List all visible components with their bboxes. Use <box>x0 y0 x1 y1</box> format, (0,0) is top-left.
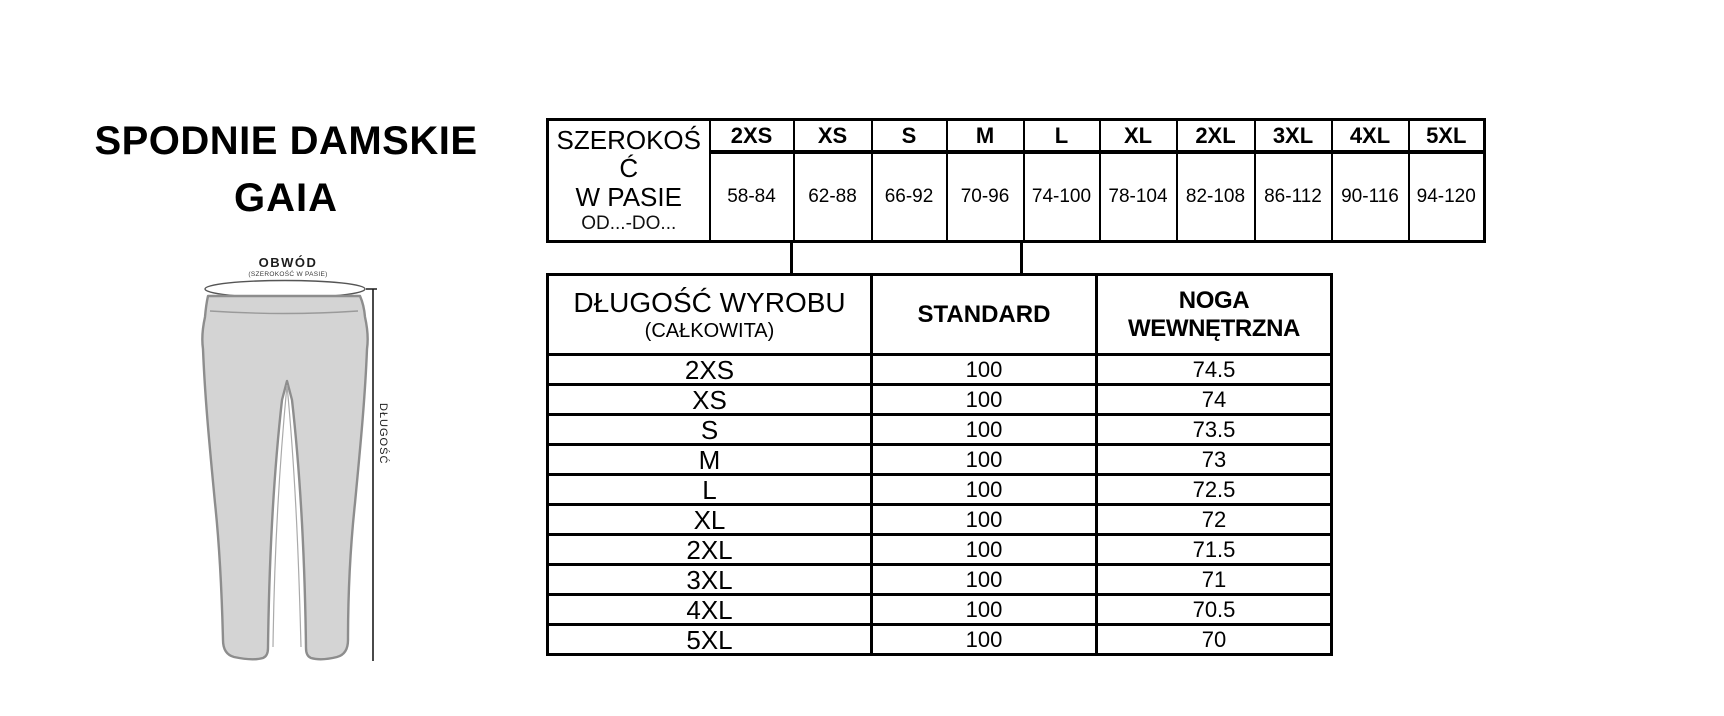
waist-range-cell: 86-112 <box>1255 152 1332 242</box>
row-standard-value: 100 <box>872 565 1097 595</box>
standard-col-header: STANDARD <box>872 275 1097 355</box>
row-standard-value: 100 <box>872 385 1097 415</box>
size-col-header: XS <box>794 120 872 153</box>
waist-range-cell: 94-120 <box>1409 152 1485 242</box>
waist-measure-label: OBWÓD <box>258 255 318 270</box>
row-size-label: 3XL <box>548 565 872 595</box>
length-table-row <box>548 355 1332 385</box>
row-inner-leg-value: 73.5 <box>1097 415 1332 445</box>
length-col-header-title: DŁUGOŚĆ WYROBU <box>573 286 846 318</box>
table-connector-line <box>790 242 793 274</box>
size-col-header: S <box>872 120 947 153</box>
product-title-line2: GAIA <box>234 176 338 220</box>
row-standard-value: 100 <box>872 475 1097 505</box>
row-inner-leg-value: 73 <box>1097 445 1332 475</box>
waist-range-cell: 90-116 <box>1332 152 1409 242</box>
length-table-row <box>548 415 1332 445</box>
row-standard-value: 100 <box>872 625 1097 655</box>
row-inner-leg-value: 74.5 <box>1097 355 1332 385</box>
size-col-header: M <box>947 120 1024 153</box>
pants-diagram <box>170 235 410 675</box>
pants-illustration <box>170 235 400 665</box>
row-size-label: 5XL <box>548 625 872 655</box>
row-size-label: XL <box>548 505 872 535</box>
product-title-line1: SPODNIE DAMSKIE <box>94 119 478 163</box>
row-size-label: 4XL <box>548 595 872 625</box>
length-col-header <box>548 275 872 355</box>
row-inner-leg-value: 72.5 <box>1097 475 1332 505</box>
length-table-row <box>548 625 1332 655</box>
row-standard-value: 100 <box>872 415 1097 445</box>
waist-range-cell: 62-88 <box>794 152 872 242</box>
length-table-header-row <box>548 275 1332 355</box>
length-table-row <box>548 565 1332 595</box>
length-table-row <box>548 535 1332 565</box>
size-col-header: XL <box>1100 120 1177 153</box>
row-size-label: L <box>548 475 872 505</box>
waist-table-subtitle: W PASIE <box>575 181 682 212</box>
waist-size-table <box>546 118 1486 243</box>
size-col-header: 2XS <box>710 120 794 153</box>
waist-range-cell: 78-104 <box>1100 152 1177 242</box>
row-inner-leg-value: 70.5 <box>1097 595 1332 625</box>
size-col-header: 2XL <box>1177 120 1255 153</box>
length-table-row <box>548 385 1332 415</box>
length-col-header-subtitle: (CAŁKOWITA) <box>644 319 775 342</box>
size-col-header: 5XL <box>1409 120 1485 153</box>
row-size-label: S <box>548 415 872 445</box>
waist-range-cell: 66-92 <box>872 152 947 242</box>
row-size-label: 2XL <box>548 535 872 565</box>
length-table-row <box>548 505 1332 535</box>
length-table-row <box>548 475 1332 505</box>
size-col-header: 4XL <box>1332 120 1409 153</box>
row-size-label: XS <box>548 385 872 415</box>
row-standard-value: 100 <box>872 505 1097 535</box>
waist-table-header-row <box>548 120 1485 153</box>
waist-measure-sublabel: (SZEROKOŚĆ W PASIE) <box>248 271 328 279</box>
size-col-header: 3XL <box>1255 120 1332 153</box>
waist-table-title: SZEROKOŚĆ <box>556 124 701 183</box>
row-size-label: 2XS <box>548 355 872 385</box>
inner-leg-col-header: NOGA WEWNĘTRZNA <box>1097 275 1332 355</box>
waist-table-range-note: OD...-DO... <box>581 212 677 234</box>
row-standard-value: 100 <box>872 355 1097 385</box>
waist-range-cell: 70-96 <box>947 152 1024 242</box>
waist-table-corner-cell <box>548 120 710 242</box>
length-table-row <box>548 445 1332 475</box>
length-measure-label: DŁUGOŚĆ <box>377 403 389 465</box>
pants-body <box>202 296 367 659</box>
row-inner-leg-value: 72 <box>1097 505 1332 535</box>
row-inner-leg-value: 70 <box>1097 625 1332 655</box>
row-standard-value: 100 <box>872 595 1097 625</box>
row-inner-leg-value: 71.5 <box>1097 535 1332 565</box>
row-size-label: M <box>548 445 872 475</box>
waist-range-cell: 82-108 <box>1177 152 1255 242</box>
waist-range-cell: 58-84 <box>710 152 794 242</box>
length-table <box>546 273 1333 656</box>
row-standard-value: 100 <box>872 445 1097 475</box>
row-standard-value: 100 <box>872 535 1097 565</box>
length-table-row <box>548 595 1332 625</box>
waist-range-cell: 74-100 <box>1024 152 1100 242</box>
row-inner-leg-value: 74 <box>1097 385 1332 415</box>
table-connector-line <box>1020 242 1023 274</box>
row-inner-leg-value: 71 <box>1097 565 1332 595</box>
product-title <box>60 116 512 223</box>
size-col-header: L <box>1024 120 1100 153</box>
